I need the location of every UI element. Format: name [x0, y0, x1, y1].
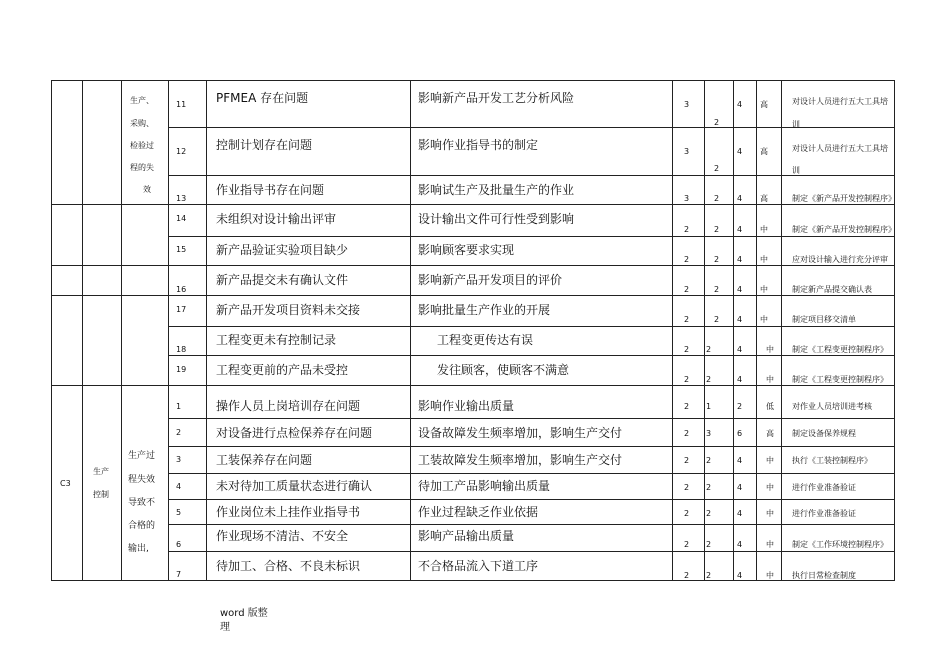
stage-text-line: 程的失	[130, 163, 154, 172]
risk-level: 中	[766, 483, 774, 492]
severity-value: 2	[684, 456, 690, 465]
occurrence-value: 2	[706, 375, 712, 384]
failure-item: 新产品提交未有确认文件	[216, 273, 349, 287]
row-number: 3	[176, 455, 182, 464]
measure-text: 对设计人员进行五大工具培	[792, 144, 888, 153]
stage-text-line: 合格的	[128, 521, 156, 531]
occurrence-value: 2	[706, 456, 712, 465]
failure-effect: 影响顾客要求实现	[418, 243, 515, 257]
risk-level: 高	[760, 194, 768, 203]
row-number: 13	[176, 194, 187, 203]
occurrence-value: 2	[706, 509, 712, 518]
footer-note-line: 理	[220, 622, 230, 633]
measure-text: 对作业人员培训进考核	[792, 402, 872, 411]
process-name-line: 控制	[93, 490, 109, 499]
detection-value: 4	[737, 483, 743, 492]
stage-text-line: 生产过	[128, 451, 156, 461]
detection-value: 4	[737, 100, 743, 109]
occurrence-value: 2	[714, 255, 720, 264]
detection-value: 4	[737, 571, 743, 580]
row-number: 17	[176, 305, 187, 314]
severity-value: 2	[684, 509, 690, 518]
occurrence-value: 2	[714, 118, 720, 127]
risk-level: 中	[760, 315, 768, 324]
risk-level: 中	[766, 509, 774, 518]
risk-level: 中	[766, 345, 774, 354]
occurrence-value: 2	[706, 483, 712, 492]
failure-item: 工装保养存在问题	[216, 453, 313, 467]
occurrence-value: 1	[706, 402, 712, 411]
failure-item: 控制计划存在问题	[216, 138, 313, 152]
measure-text: 执行《工装控制程序》	[792, 456, 872, 465]
risk-level: 中	[766, 540, 774, 549]
occurrence-value: 2	[714, 164, 720, 173]
failure-effect: 发往顾客，使顾客不满意	[437, 363, 570, 377]
occurrence-value: 2	[706, 571, 712, 580]
occurrence-value: 2	[714, 225, 720, 234]
risk-level: 高	[760, 147, 768, 156]
stage-text-line: 生产、	[130, 96, 154, 105]
failure-effect: 待加工产品影响输出质量	[418, 479, 551, 493]
detection-value: 6	[737, 429, 743, 438]
severity-value: 2	[684, 571, 690, 580]
failure-item: 对设备进行点检保养存在问题	[216, 426, 373, 440]
detection-value: 4	[737, 509, 743, 518]
failure-effect: 影响新产品开发项目的评价	[418, 273, 563, 287]
failure-item: 操作人员上岗培训存在问题	[216, 399, 361, 413]
row-number: 6	[176, 540, 182, 549]
process-name-line: 生产	[93, 467, 109, 476]
risk-level: 高	[760, 100, 768, 109]
failure-item: 工程变更前的产品未受控	[216, 363, 349, 377]
severity-value: 2	[684, 375, 690, 384]
failure-item: 未对待加工质量状态进行确认	[216, 479, 373, 493]
severity-value: 2	[684, 540, 690, 549]
stage-text-line: 检验过	[130, 141, 154, 150]
risk-level: 低	[766, 402, 774, 411]
failure-item: 新产品开发项目资料未交接	[216, 303, 361, 317]
row-number: 16	[176, 285, 187, 294]
failure-item: PFMEA 存在问题	[216, 91, 309, 105]
risk-level: 中	[760, 225, 768, 234]
severity-value: 3	[684, 147, 690, 156]
severity-value: 2	[684, 429, 690, 438]
severity-value: 2	[684, 315, 690, 324]
row-number: 19	[176, 365, 187, 374]
detection-value: 4	[737, 255, 743, 264]
failure-item: 工程变更未有控制记录	[216, 333, 337, 347]
occurrence-value: 3	[706, 429, 712, 438]
risk-level: 中	[760, 285, 768, 294]
failure-effect: 影响新产品开发工艺分析风险	[418, 91, 575, 105]
occurrence-value: 2	[714, 194, 720, 203]
occurrence-value: 2	[714, 285, 720, 294]
risk-level: 中	[760, 255, 768, 264]
measure-text: 制定《工作环境控制程序》	[792, 540, 888, 549]
severity-value: 2	[684, 225, 690, 234]
failure-item: 作业岗位未上挂作业指导书	[216, 505, 361, 519]
occurrence-value: 2	[706, 540, 712, 549]
failure-effect: 设备故障发生频率增加，影响生产交付	[418, 426, 623, 440]
measure-text: 制定《工程变更控制程序》	[792, 375, 888, 384]
row-number: 5	[176, 508, 182, 517]
failure-effect: 作业过程缺乏作业依据	[418, 505, 539, 519]
stage-text-line: 导致不	[128, 498, 156, 508]
risk-level: 中	[766, 456, 774, 465]
measure-text: 制定新产品提交确认表	[792, 285, 872, 294]
failure-item: 未组织对设计输出评审	[216, 212, 337, 226]
failure-effect: 工程变更传达有误	[437, 333, 534, 347]
row-number: 15	[176, 245, 187, 254]
failure-item: 作业指导书存在问题	[216, 183, 325, 197]
measure-text: 制定《工程变更控制程序》	[792, 345, 888, 354]
measure-text: 执行日常检查制度	[792, 571, 856, 580]
stage-text-line: 采购、	[130, 119, 154, 128]
row-number: 14	[176, 214, 187, 223]
failure-effect: 影响批量生产作业的开展	[418, 303, 551, 317]
row-number: 11	[176, 100, 187, 109]
row-number: 18	[176, 345, 187, 354]
occurrence-value: 2	[706, 345, 712, 354]
row-number: 1	[176, 402, 182, 411]
measure-text: 对设计人员进行五大工具培	[792, 97, 888, 106]
occurrence-value: 2	[714, 315, 720, 324]
detection-value: 4	[737, 147, 743, 156]
failure-effect: 影响作业指导书的制定	[418, 138, 539, 152]
failure-effect: 设计输出文件可行性受到影响	[418, 212, 575, 226]
row-number: 4	[176, 482, 182, 491]
detection-value: 4	[737, 456, 743, 465]
severity-value: 2	[684, 345, 690, 354]
measure-text: 制定设备保养规程	[792, 429, 856, 438]
measure-text: 制定《新产品开发控制程序》	[792, 194, 896, 203]
severity-value: 2	[684, 483, 690, 492]
measure-text: 应对设计输入进行充分评审	[792, 255, 888, 264]
failure-item: 作业现场不清洁、不安全	[216, 529, 349, 543]
severity-value: 3	[684, 100, 690, 109]
detection-value: 4	[737, 375, 743, 384]
measure-text: 制定项目移交清单	[792, 315, 856, 324]
detection-value: 4	[737, 194, 743, 203]
risk-level: 高	[766, 429, 774, 438]
detection-value: 4	[737, 540, 743, 549]
measure-text: 进行作业准备验证	[792, 483, 856, 492]
measure-text: 制定《新产品开发控制程序》	[792, 225, 896, 234]
failure-effect: 影响产品输出质量	[418, 529, 515, 543]
measure-text: 进行作业准备验证	[792, 509, 856, 518]
stage-text-line: 输出,	[128, 544, 149, 554]
failure-item: 新产品验证实验项目缺少	[216, 243, 349, 257]
failure-effect: 影响试生产及批量生产的作业	[418, 183, 575, 197]
severity-value: 2	[684, 285, 690, 294]
detection-value: 4	[737, 345, 743, 354]
detection-value: 4	[737, 315, 743, 324]
stage-text-line: 程失效	[128, 475, 156, 485]
detection-value: 2	[737, 402, 743, 411]
row-number: 12	[176, 147, 187, 156]
severity-value: 2	[684, 402, 690, 411]
stage-text-line: 效	[143, 185, 151, 194]
failure-effect: 工装故障发生频率增加，影响生产交付	[418, 453, 623, 467]
risk-level: 中	[766, 375, 774, 384]
failure-effect: 影响作业输出质量	[418, 399, 515, 413]
measure-text: 训	[792, 120, 800, 129]
footer-note-line: word 版整	[220, 608, 268, 619]
process-code: C3	[60, 479, 71, 488]
row-number: 7	[176, 570, 182, 579]
risk-level: 中	[766, 571, 774, 580]
failure-item: 待加工、合格、不良未标识	[216, 559, 361, 573]
severity-value: 3	[684, 194, 690, 203]
failure-effect: 不合格品流入下道工序	[418, 559, 539, 573]
severity-value: 2	[684, 255, 690, 264]
detection-value: 4	[737, 285, 743, 294]
row-number: 2	[176, 428, 182, 437]
measure-text: 训	[792, 166, 800, 175]
detection-value: 4	[737, 225, 743, 234]
